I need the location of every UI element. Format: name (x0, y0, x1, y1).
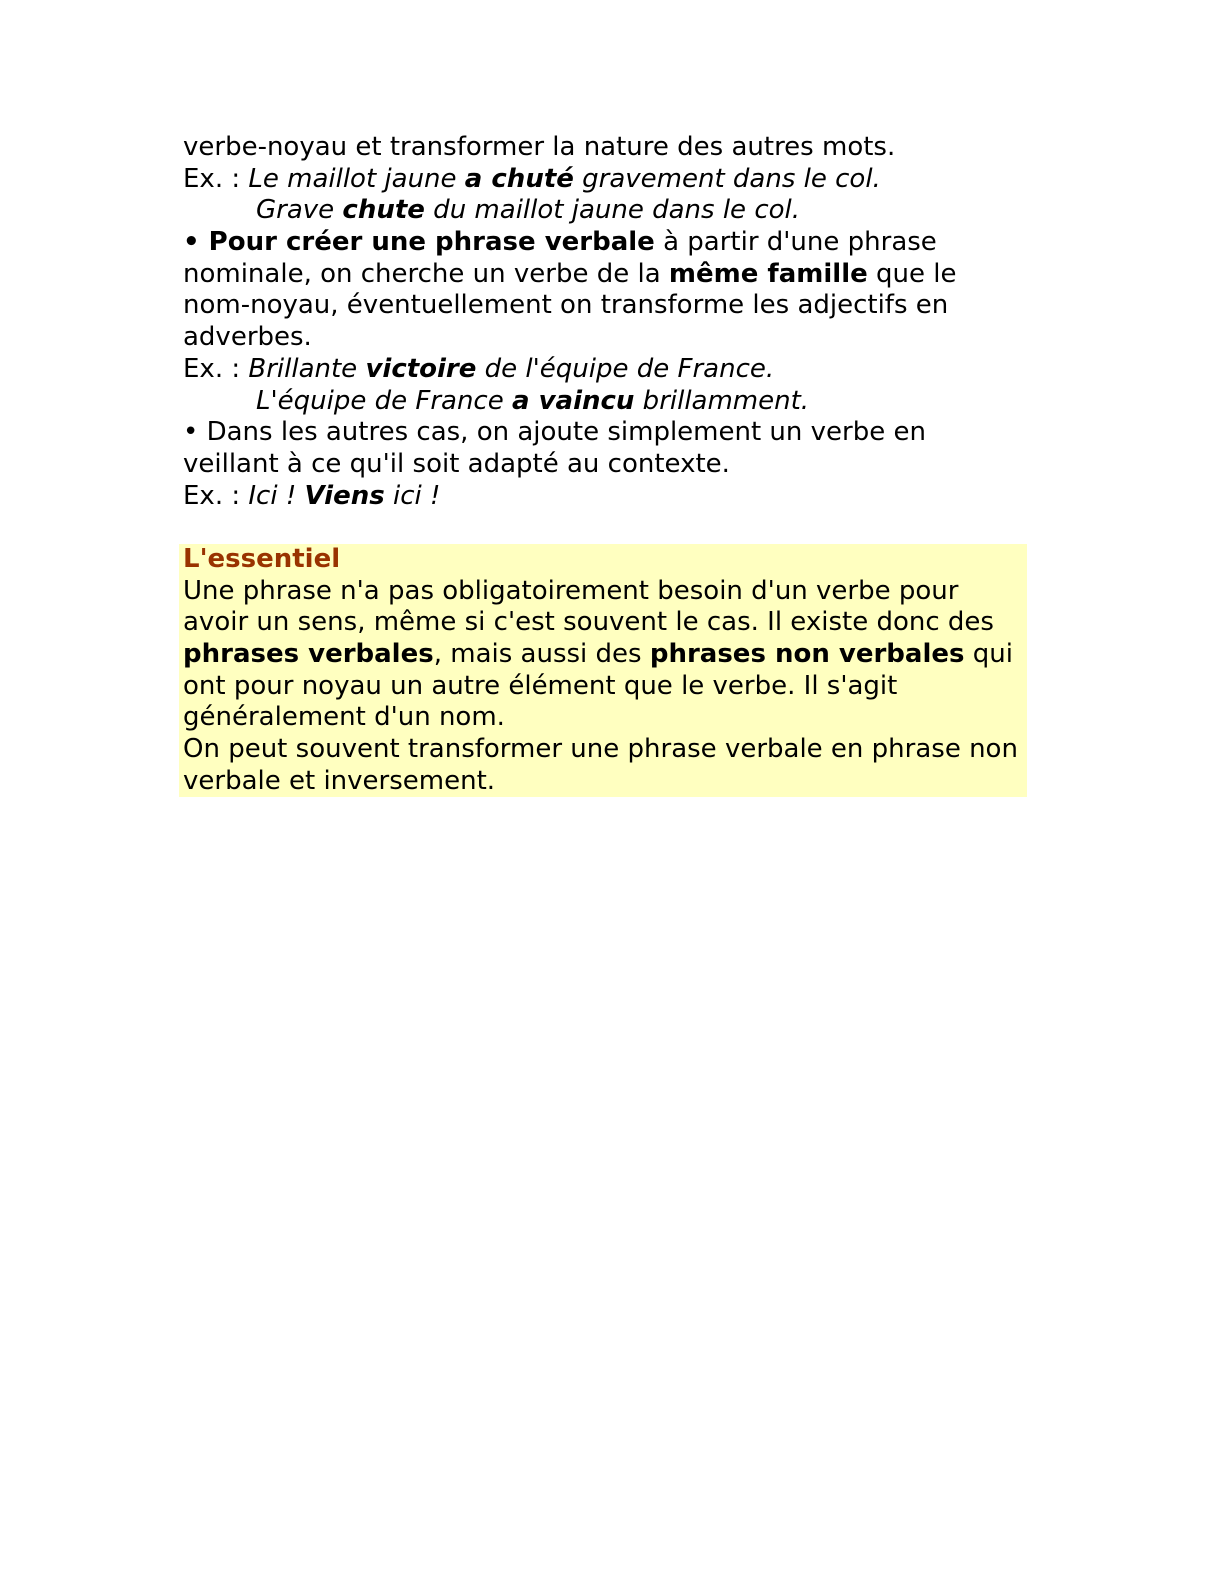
example-text: de l'équipe de France. (476, 353, 775, 384)
essentiel-line (183, 702, 1023, 734)
bullet-point (183, 417, 1031, 449)
essentiel-text: avoir un sens, même si c'est souvent le cas. Il existe donc des (183, 607, 994, 638)
bullet-text: • Dans les autres cas, on ajoute simplement un verbe en (183, 417, 926, 448)
example-text: Ici ! (248, 480, 305, 511)
example-prefix: Ex. : (183, 353, 249, 384)
essentiel-bold-text: phrases verbales (183, 639, 434, 669)
spacer (183, 512, 1031, 544)
example-text: ici ! (384, 480, 441, 511)
text-line (183, 132, 1031, 164)
example-text: Grave (256, 195, 343, 226)
example-text: du maillot jaune dans le col. (424, 195, 801, 226)
essentiel-text: généralement d'un nom. (183, 702, 505, 733)
example-line (183, 354, 1031, 386)
essentiel-text: On peut souvent transformer une phrase verbale en phrase non (183, 734, 1018, 765)
example-prefix: Ex. : (183, 163, 249, 194)
essentiel-line (183, 607, 1023, 639)
essentiel-text: Une phrase n'a pas obligatoirement besoin d'un verbe pour (183, 575, 959, 606)
document-body (183, 132, 1031, 797)
line-bold-text: même famille (668, 258, 868, 289)
line-text: nom-noyau, éventuellement on transforme les adjectifs en (183, 290, 949, 321)
essentiel-line (183, 766, 1023, 798)
text-line (183, 449, 1031, 481)
example-line-transformed (183, 386, 1031, 418)
text-line (183, 290, 1031, 322)
example-text: Le maillot jaune (248, 163, 465, 194)
essentiel-title: L'essentiel (183, 543, 341, 574)
example-line-transformed (183, 195, 1031, 227)
line-text: veillant à ce qu'il soit adapté au contexte. (183, 448, 730, 479)
example-noun: chute (342, 195, 425, 226)
essentiel-line (183, 639, 1023, 671)
essentiel-box (179, 544, 1027, 798)
essentiel-text: qui (964, 639, 1013, 669)
text-line (183, 259, 1031, 291)
essentiel-text: verbale et inversement. (183, 765, 496, 796)
example-text: Brillante (248, 353, 366, 384)
bullet-heading: Pour créer une phrase verbale (208, 227, 655, 258)
example-text: gravement dans le col. (573, 163, 881, 194)
essentiel-line (183, 576, 1023, 608)
example-verb: a chuté (464, 163, 574, 194)
text-line (183, 322, 1031, 354)
essentiel-text: ont pour noyau un autre élément que le verbe. Il s'agit (183, 670, 898, 701)
example-line (183, 481, 1031, 513)
example-noun: victoire (365, 353, 477, 384)
bullet-icon: • (183, 227, 209, 258)
line-text: adverbes. (183, 322, 312, 353)
essentiel-bold-text: phrases non verbales (649, 639, 965, 669)
line-text: que le (867, 258, 957, 289)
example-verb: a vaincu (511, 385, 635, 416)
example-prefix: Ex. : (183, 480, 249, 511)
example-text: L'équipe de France (256, 385, 512, 416)
bullet-text: à partir d'une phrase (654, 227, 937, 258)
essentiel-line (183, 734, 1023, 766)
line-text: nominale, on cherche un verbe de la (183, 258, 669, 289)
example-verb: Viens (304, 480, 385, 511)
essentiel-text: , mais aussi des (433, 639, 650, 669)
bullet-point (183, 227, 1031, 259)
essentiel-line (183, 671, 1023, 703)
line-text: verbe-noyau et transformer la nature des autres mots. (183, 132, 896, 162)
example-line (183, 164, 1031, 196)
example-text: brillamment. (634, 385, 810, 416)
